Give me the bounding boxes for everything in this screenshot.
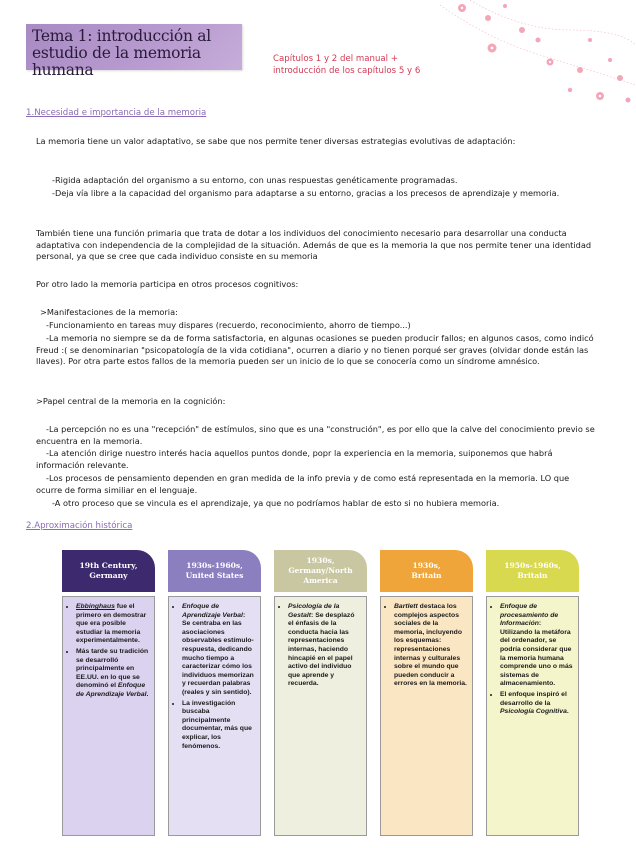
bullet-text: fue el primero en demostrar que era posible estudiar la memoria experimentalmente.: [76, 603, 147, 645]
bullet-free-way: -Deja vía libre a la capacidad del organismo para adaptarse a su entorno, gracias a los precesos de aprendizaje y memoria.: [52, 188, 560, 198]
paragraph-primary-function: También tiene una función primaria que trata de dotar a los individuos del conocimiento necesario para desarrollar una conducta adaptativa con independencia de la complejidad de la situación. Además de que es la memoria la que nos permite tener una identidad personal, ya que se cree que cada individuo consiste en su memoria: [36, 228, 592, 262]
approach-name: Psicología de la Gestalt: [288, 603, 340, 619]
card-period: 19th Century,: [79, 561, 138, 570]
bullet-learning: [36, 498, 596, 510]
timeline-card-1930s-1960s-us: [168, 550, 261, 837]
author-name: Bartlett: [394, 603, 418, 610]
bullet-text: El enfoque inspiró el desarrollo de la: [500, 690, 567, 707]
approach-name: Enfoque de procesamiento de Información: [500, 603, 559, 628]
central-role-heading: >Papel central de la memoria en la cognición:: [36, 396, 226, 406]
bullet-memory-failures: [36, 333, 596, 368]
cherry-blossom-decoration: [430, 0, 636, 110]
card-body: [168, 596, 261, 836]
paragraph-adaptive-value: La memoria tiene un valor adaptativo, se sabe que nos permite tener diversas estrategias evolutivas de adaptación:: [36, 136, 516, 146]
timeline-card-1930s-gestalt: [274, 550, 367, 837]
approach-name: Psicología Cognitiva: [500, 708, 567, 716]
bullet-thinking: [36, 473, 596, 496]
manifestations-heading: >Manifestaciones de la memoria:: [40, 307, 178, 317]
card-body: [380, 596, 473, 836]
card-bullet: [500, 691, 573, 717]
timeline-card-1950s-1960s-britain: [486, 550, 579, 837]
card-place: Germany: [89, 571, 128, 580]
card-period: 1950s-1960s,: [504, 561, 561, 570]
chapters-note: [273, 53, 420, 77]
card-bullet: [500, 603, 573, 689]
bullet-perception: [36, 424, 596, 447]
card-place: Germany/North America: [288, 566, 353, 585]
bullet-text: La investigación buscaba principalmente documentar, más que explicar, los fenómenos.: [182, 699, 252, 750]
document-title: Tema 1: introducción al estudio de la memoria humana: [32, 27, 211, 79]
memory-failures-text: -La memoria no siempre se da de forma satisfactoria, en algunas ocasiones se pueden producir fallos; en algunos casos, como indicó Freud :( se denominarian "psicopatología de la vida cotidiana", ocurren a diario y no tienen porqué ser graves (olvidar donde están las llaves). Por otra parte estos fallos de la memoria pueden ser un inicio de lo que se conocería como un síndrome amnésico.: [36, 333, 594, 367]
bullet-text: Más tarde su tradición se desarrolló principalmente en EE.UU. en lo que se denominó el: [76, 647, 149, 690]
title-banner: [26, 24, 242, 79]
timeline-card-19th-century: [62, 550, 155, 837]
card-header: [380, 550, 473, 592]
card-header: [62, 550, 155, 592]
card-place: United States: [185, 571, 244, 580]
card-body: [274, 596, 367, 836]
attention-text: -La atención dirige nuestro interés hacia aquellos puntos donde, popr la experiencia en la memoria, suiponemos que habrá información relevante.: [36, 448, 553, 470]
card-period: 1930s,: [306, 556, 335, 565]
section-2-heading: 2.Aproximación histórica: [26, 521, 133, 531]
timeline-card-1930s-britain: [380, 550, 473, 837]
approach-name: Enfoque de Aprendizaje Verbal: [76, 682, 147, 698]
card-bullet: [76, 603, 149, 646]
bullet-functioning: -Funcionamiento en tareas muy dispares (recuerdo, reconocimiento, ahorro de tiempo...): [46, 320, 411, 330]
bullet-attention: [36, 448, 596, 471]
card-body: [62, 596, 155, 836]
author-name: Ebbinghaus: [76, 603, 115, 610]
card-header: [168, 550, 261, 592]
card-bullet: [182, 603, 255, 698]
card-period: 1930s-1960s,: [186, 561, 243, 570]
card-place: Britain: [411, 571, 442, 580]
card-bullet: [182, 700, 255, 752]
bullet-text: destaca los complejos aspectos sociales de la memoria, incluyendo los esquemas: representaciones internas y culturales sobre el mundo que pueden conducir a errores en la memoria.: [394, 603, 467, 688]
paragraph-other-processes: Por otro lado la memoria participa en otros procesos cognitivos:: [36, 279, 299, 289]
bullet-text: : Se centraba en las asociaciones observables estímulo-respuesta, dedicando mucho tiempo a caracterizar cómo los individuos memorizan y recuerdan palabras (reales y sin sentido).: [182, 611, 254, 696]
section-1-heading: 1.Necesidad e importancia de la memoria: [26, 108, 207, 118]
bullet-text: : Utilizando la metáfora del ordenador, se podría considerar que la memoria humana comprende uno o más sistemas de almacenamiento.: [500, 620, 573, 688]
bullet-rigid-adaptation: -Rigida adaptación del organismo a su entorno, con unas respuestas genéticamente programadas.: [52, 175, 458, 185]
card-header: [274, 550, 367, 592]
card-body: [486, 596, 579, 836]
approach-name: Enfoque de Aprendizaje Verbal: [182, 603, 243, 619]
bullet-text: : Se desplazó el énfasis de la conducta hacia las representaciones internas, haciendo hincapié en el papel activo del individuo que aprende y recuerda.: [288, 611, 355, 688]
bullet-end: .: [146, 690, 149, 698]
perception-text: -La percepción no es una "recepción" de estímulos, sino que es una "construción", es por ello que la calve del conocimiento previo se encuentra en la memoria.: [36, 424, 595, 446]
card-period: 1930s,: [412, 561, 441, 570]
bullet-end: .: [566, 708, 569, 716]
history-timeline: [62, 550, 582, 840]
chapters-line-2: introducción de los capítulos 5 y 6: [273, 66, 421, 76]
card-place: Britain: [517, 571, 548, 580]
learning-text: -A otro proceso que se vincula es el aprendizaje, ya que no podríamos hablar de esto si no hubiera memoria.: [52, 498, 500, 508]
thinking-text: -Los procesos de pensamiento dependen en gran medida de la info previa y de como está representada en la memoria. LO que ocurre de forma similiar en el lenguaje.: [36, 473, 570, 495]
card-bullet: [394, 603, 467, 689]
card-header: [486, 550, 579, 592]
card-bullet: [288, 603, 361, 689]
card-bullet: [76, 648, 149, 700]
chapters-line-1: Capítulos 1 y 2 del manual +: [273, 54, 398, 64]
